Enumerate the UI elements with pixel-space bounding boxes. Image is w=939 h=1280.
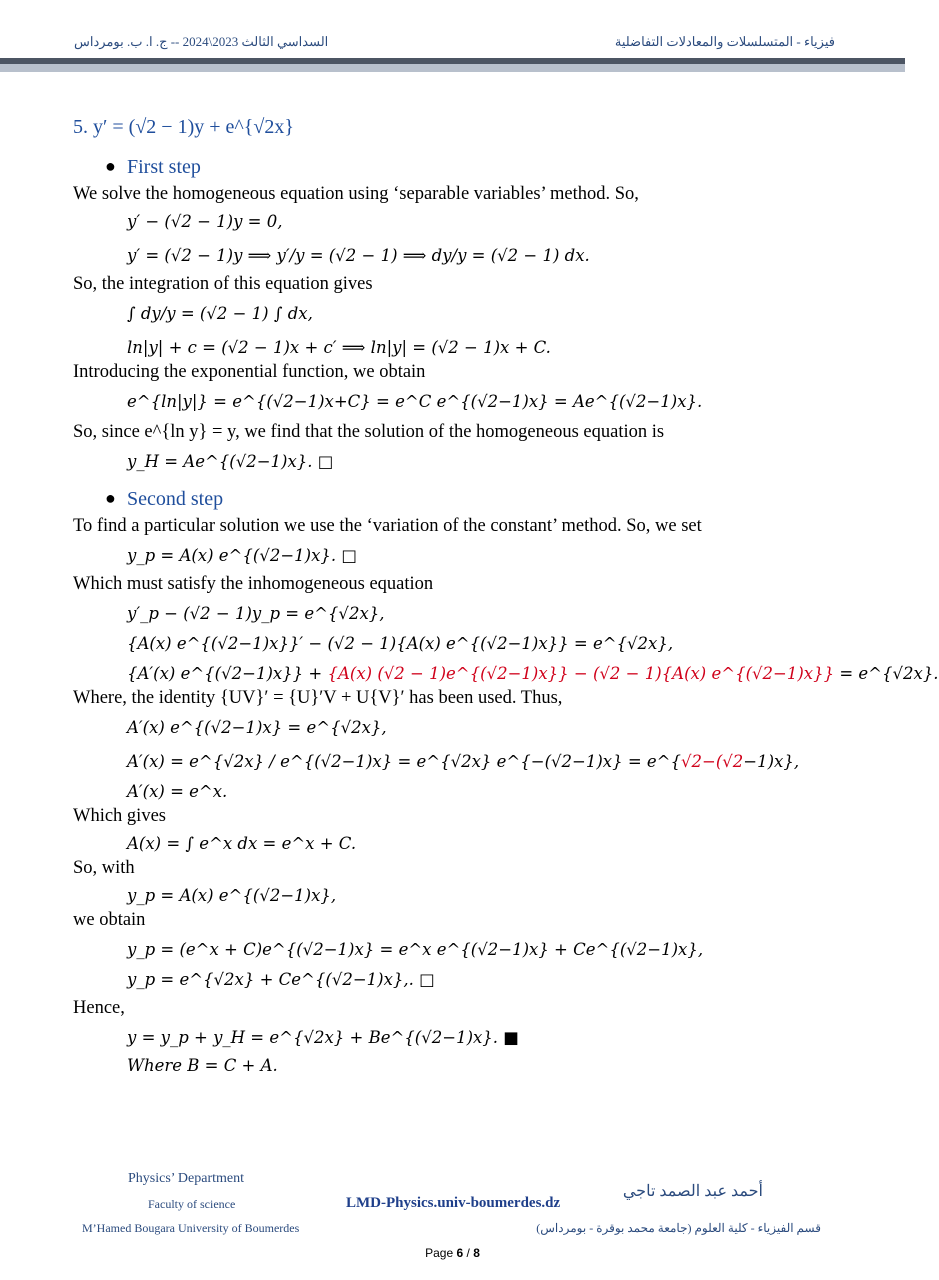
header-left-text: السداسي الثالث 2023\2024 -- ج. ا. ب. بومرداس <box>74 34 329 49</box>
page-content <box>73 112 939 1078</box>
text-line: Hence, <box>73 998 125 1018</box>
text-line: To find a particular solution we use the ‘variation of the constant’ method. So, we set <box>73 516 702 536</box>
equation-line: e^{ln|y|} = e^{(√2−1)x+C} = e^C e^{(√2−1)x} = Ae^{(√2−1)x}. <box>127 392 703 411</box>
bullet-dot-icon: ● <box>105 156 116 176</box>
equation-line: y_p = A(x) e^{(√2−1)x}. □ <box>127 546 357 565</box>
equation-line-highlighted: A′(x) = e^{√2x} / e^{(√2−1)x} = e^{√2x} e^{−(√2−1)x} = e^{√2−(√2−1)x}, <box>127 752 800 771</box>
equation-line: Where B = C + A. <box>127 1056 278 1075</box>
equation-line: ∫ dy/y = (√2 − 1) ∫ dx, <box>127 304 313 323</box>
equation-line: ln|y| + c = (√2 − 1)x + c′ ⟹ ln|y| = (√2 − 1)x + C. <box>127 338 551 357</box>
header-right-text: فيزياء - المتسلسلات والمعادلات التفاضلية <box>614 34 835 49</box>
step1-heading: ● First step <box>73 152 843 182</box>
step2-heading: ● Second step <box>73 484 843 514</box>
text-line: We solve the homogeneous equation using ‘separable variables’ method. So, <box>73 184 639 204</box>
equation-line: y = y_p + y_H = e^{√2x} + Be^{(√2−1)x}. ■ <box>127 1028 519 1047</box>
equation-line: y_p = A(x) e^{(√2−1)x}, <box>127 886 337 905</box>
footer-department: Physics’ Department <box>128 1171 244 1186</box>
footer-department-arabic: قسم الفيزياء - كلية العلوم (جامعة محمد بوقرة - بومرداس) <box>536 1221 821 1235</box>
equation-line: y_H = Ae^{(√2−1)x}. □ <box>127 452 334 471</box>
text-line: So, since e^{ln y} = y, we find that the solution of the homogeneous equation is <box>73 422 665 442</box>
equation-line: y_p = (e^x + C)e^{(√2−1)x} = e^x e^{(√2−1)x} + Ce^{(√2−1)x}, <box>127 940 704 959</box>
equation-line: A′(x) e^{(√2−1)x} = e^{√2x}, <box>127 718 387 737</box>
equation-line: {A(x) e^{(√2−1)x}}′ − (√2 − 1){A(x) e^{(√2−1)x}} = e^{√2x}, <box>127 634 674 653</box>
page-number: Page 6 / 8 <box>425 1246 480 1260</box>
equation-line: y_p = e^{√2x} + Ce^{(√2−1)x},. □ <box>127 970 435 989</box>
footer-university: M’Hamed Bougara University of Boumerdes <box>82 1221 300 1235</box>
footer-website-link[interactable]: LMD-Physics.univ-boumerdes.dz <box>346 1195 561 1211</box>
equation-line: y′_p − (√2 − 1)y_p = e^{√2x}, <box>127 604 385 623</box>
text-line: So, with <box>73 858 135 878</box>
text-line: So, the integration of this equation gives <box>73 274 373 294</box>
equation-line: A(x) = ∫ e^x dx = e^x + C. <box>127 834 357 853</box>
footer-faculty: Faculty of science <box>148 1197 236 1211</box>
section-title: 5. y′ = (√2 − 1)y + e^{√2x} <box>73 116 294 138</box>
text-line: Introducing the exponential function, we obtain <box>73 362 426 382</box>
text-line: Where, the identity {UV}′ = {U}′V + U{V}′ has been used. Thus, <box>73 688 563 708</box>
equation-line: A′(x) = e^x. <box>127 782 228 801</box>
highlighted-term: {A(x) (√2 − 1)e^{(√2−1)x}} − (√2 − 1){A(x) e^{(√2−1)x}} <box>327 664 835 683</box>
bullet-dot-icon: ● <box>105 488 116 508</box>
text-line: Which must satisfy the inhomogeneous equation <box>73 574 434 594</box>
equation-line: y′ − (√2 − 1)y = 0, <box>127 212 283 231</box>
equation-line-highlighted: {A′(x) e^{(√2−1)x}} + {A(x) (√2 − 1)e^{(√2−1)x}} − (√2 − 1){A(x) e^{(√2−1)x}} = e^{√2x}. <box>127 664 939 683</box>
equation-line: y′ = (√2 − 1)y ⟹ y′/y = (√2 − 1) ⟹ dy/y = (√2 − 1) dx. <box>127 246 590 265</box>
header-rule-light <box>0 64 905 72</box>
text-line: Which gives <box>73 806 166 826</box>
footer-author-arabic: أحمد عبد الصمد تاجي <box>622 1183 763 1200</box>
highlighted-term: √2−(√2 <box>681 752 744 771</box>
text-line: we obtain <box>73 910 146 930</box>
